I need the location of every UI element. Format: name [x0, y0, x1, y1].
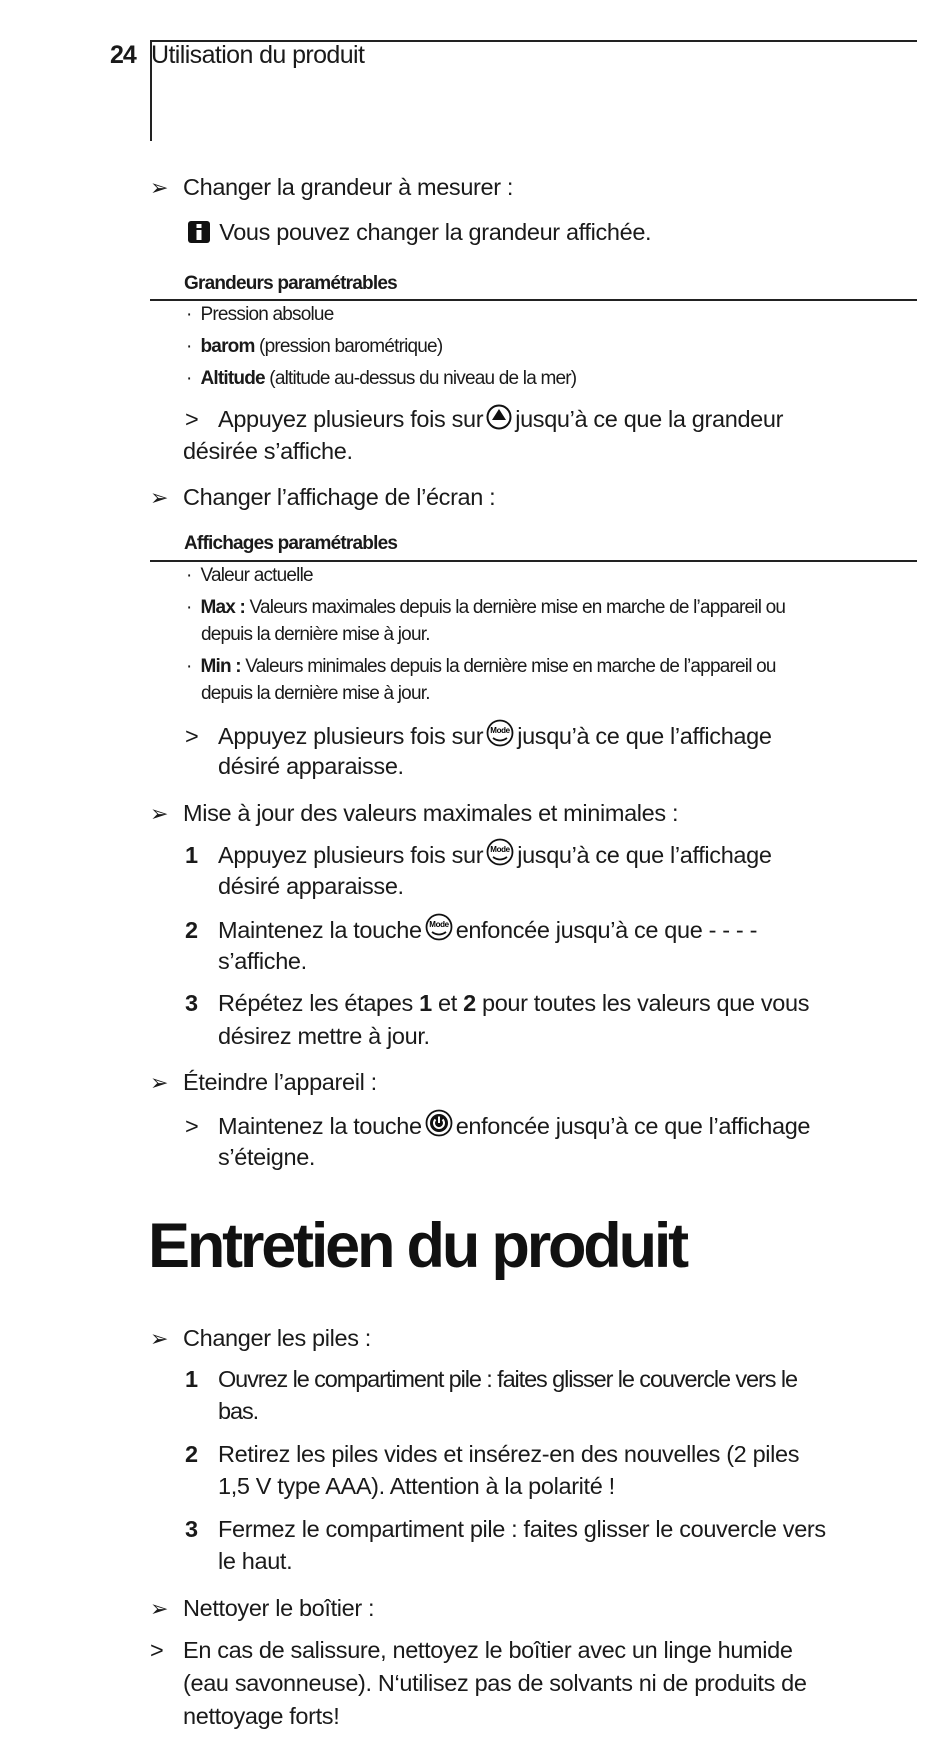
- text: enfoncée jusqu’à ce que l’affichage: [455, 1113, 811, 1139]
- step-3: [185, 988, 809, 1018]
- text: jusqu’à ce que la grandeur: [515, 406, 784, 432]
- arrow-bullet-icon: ➢: [150, 1596, 169, 1621]
- clean-instruction: [150, 1635, 793, 1665]
- battery-step-1: [185, 1364, 797, 1394]
- gt-bullet: >: [185, 1113, 199, 1139]
- item-text: Valeurs minimales depuis la dernière mise en marche de l’appareil ou: [240, 656, 776, 677]
- step-2-cont: s’affiche.: [218, 948, 307, 974]
- heading-change-display: [150, 482, 495, 513]
- step-3-cont: désirez mettre à jour.: [218, 1023, 430, 1049]
- up-arrow-button-icon: [486, 404, 512, 437]
- item-bold: Min :: [200, 656, 241, 677]
- item-bold: Altitude: [200, 368, 265, 389]
- heading-reset-minmax: [150, 798, 678, 829]
- item-text: (altitude au-dessus du niveau de la mer): [264, 368, 577, 389]
- heading-text: Changer l’affichage de l’écran :: [183, 484, 496, 510]
- text: Répétez les étapes: [218, 990, 420, 1016]
- instruction-line: [185, 404, 783, 437]
- heading-text: Mise à jour des valeurs maximales et minimales :: [183, 800, 679, 826]
- gt-bullet: >: [185, 723, 199, 749]
- power-button-icon: [425, 1109, 453, 1144]
- svg-text:Mode: Mode: [428, 920, 449, 929]
- list-item-cont: depuis la dernière mise à jour.: [201, 683, 430, 704]
- bullet-dot: ·: [186, 656, 192, 677]
- text: enfoncée jusqu’à ce que - - - -: [455, 917, 758, 943]
- bullet-dot: ·: [186, 368, 192, 389]
- text: Appuyez plusieurs fois sur: [218, 723, 484, 749]
- item-text: (pression barométrique): [254, 336, 443, 357]
- list-item: [186, 564, 313, 588]
- instruction-line-cont: désiré apparaisse.: [218, 753, 404, 779]
- table-rule: [150, 560, 917, 562]
- item-text: Valeur actuelle: [200, 565, 313, 586]
- text: Ouvrez le compartiment pile : faites glisser le couvercle vers le: [218, 1366, 797, 1392]
- item-text: Pression absolue: [200, 304, 334, 325]
- gt-bullet: >: [150, 1637, 164, 1663]
- info-icon: [188, 220, 210, 250]
- text: Fermez le compartiment pile : faites glisser le couvercle vers: [218, 1516, 826, 1542]
- text: jusqu’à ce que l’affichage: [517, 723, 772, 749]
- page-number: 24: [110, 41, 136, 69]
- bullet-dot: ·: [186, 304, 192, 325]
- table-title-displays: Affichages paramétrables: [184, 533, 398, 554]
- text: pour toutes les valeurs que vous: [475, 990, 810, 1016]
- text: Appuyez plusieurs fois sur: [218, 406, 484, 432]
- heading-text: Éteindre l’appareil :: [183, 1069, 377, 1095]
- mode-button-icon: [425, 913, 453, 948]
- bold-ref: 2: [463, 990, 476, 1016]
- list-item: [186, 335, 442, 359]
- step-1-cont: désiré apparaisse.: [218, 873, 404, 899]
- step-number: 1: [185, 1366, 199, 1392]
- step-number: 2: [185, 917, 198, 943]
- item-text: Valeurs maximales depuis la dernière mise en marche de l’appareil ou: [245, 597, 786, 618]
- instruction-line: [185, 719, 772, 754]
- step-number: 2: [185, 1441, 198, 1467]
- bullet-dot: ·: [186, 565, 192, 586]
- text: Appuyez plusieurs fois sur: [218, 842, 484, 868]
- table-title-quantities: Grandeurs paramétrables: [184, 273, 397, 294]
- heading-change-batteries: [150, 1323, 371, 1354]
- instruction-line-cont: désirée s’affiche.: [183, 438, 353, 464]
- instruction-line-cont: s’éteigne.: [218, 1144, 316, 1170]
- arrow-bullet-icon: ➢: [150, 175, 169, 200]
- heading-power-off: [150, 1067, 377, 1098]
- maintenance-title: Entretien du produit: [148, 1211, 686, 1281]
- battery-step-3: [185, 1514, 826, 1544]
- list-item: [186, 655, 776, 679]
- arrow-bullet-icon: ➢: [150, 1326, 169, 1351]
- list-item: [186, 303, 333, 327]
- step-2: [185, 913, 757, 948]
- bullet-dot: ·: [186, 336, 192, 357]
- text: et: [431, 990, 464, 1016]
- clean-instruction-cont: (eau savonneuse). N‘utilisez pas de solvants ni de produits de: [183, 1670, 807, 1696]
- heading-text: Changer les piles :: [183, 1325, 371, 1351]
- heading-text: Changer la grandeur à mesurer :: [183, 174, 514, 200]
- section-title: Utilisation du produit: [151, 41, 365, 69]
- svg-text:Mode: Mode: [490, 726, 510, 735]
- mode-button-icon: [486, 719, 514, 754]
- item-bold: Max :: [200, 597, 246, 618]
- gt-bullet: >: [185, 406, 199, 432]
- arrow-bullet-icon: ➢: [150, 1070, 169, 1095]
- item-bold: barom: [200, 336, 255, 357]
- text: jusqu’à ce que l’affichage: [517, 842, 772, 868]
- step-number: 1: [185, 842, 198, 868]
- step-number: 3: [185, 990, 198, 1016]
- info-note: [185, 217, 651, 250]
- arrow-bullet-icon: ➢: [150, 485, 169, 510]
- bold-ref: 1: [419, 990, 432, 1016]
- text: En cas de salissure, nettoyez le boîtier avec un linge humide: [183, 1637, 793, 1663]
- step-number: 3: [185, 1516, 198, 1542]
- table-rule: [150, 299, 917, 301]
- battery-step-2: [185, 1439, 799, 1469]
- arrow-bullet-icon: ➢: [150, 801, 169, 826]
- heading-change-quantity: [150, 172, 513, 203]
- list-item: [186, 596, 785, 620]
- list-item: [186, 367, 576, 391]
- text: Maintenez la touche: [218, 1113, 422, 1139]
- clean-instruction-cont: nettoyage forts!: [183, 1703, 340, 1729]
- mode-button-icon: [486, 838, 514, 873]
- list-item-cont: depuis la dernière mise à jour.: [201, 624, 430, 645]
- instruction-line: [185, 1109, 810, 1144]
- battery-step-1-cont: bas.: [218, 1398, 259, 1424]
- svg-text:Mode: Mode: [490, 845, 510, 854]
- bullet-dot: ·: [186, 597, 192, 618]
- text: Retirez les piles vides et insérez-en des nouvelles (2 piles: [218, 1441, 800, 1467]
- heading-text: Nettoyer le boîtier :: [183, 1595, 375, 1621]
- text: Maintenez la touche: [218, 917, 422, 943]
- heading-clean-housing: [150, 1593, 374, 1624]
- battery-step-3-cont: le haut.: [218, 1548, 293, 1574]
- info-text: Vous pouvez changer la grandeur affichée.: [219, 219, 652, 245]
- step-1: [185, 838, 772, 873]
- battery-step-2-cont: 1,5 V type AAA). Attention à la polarité !: [218, 1473, 615, 1499]
